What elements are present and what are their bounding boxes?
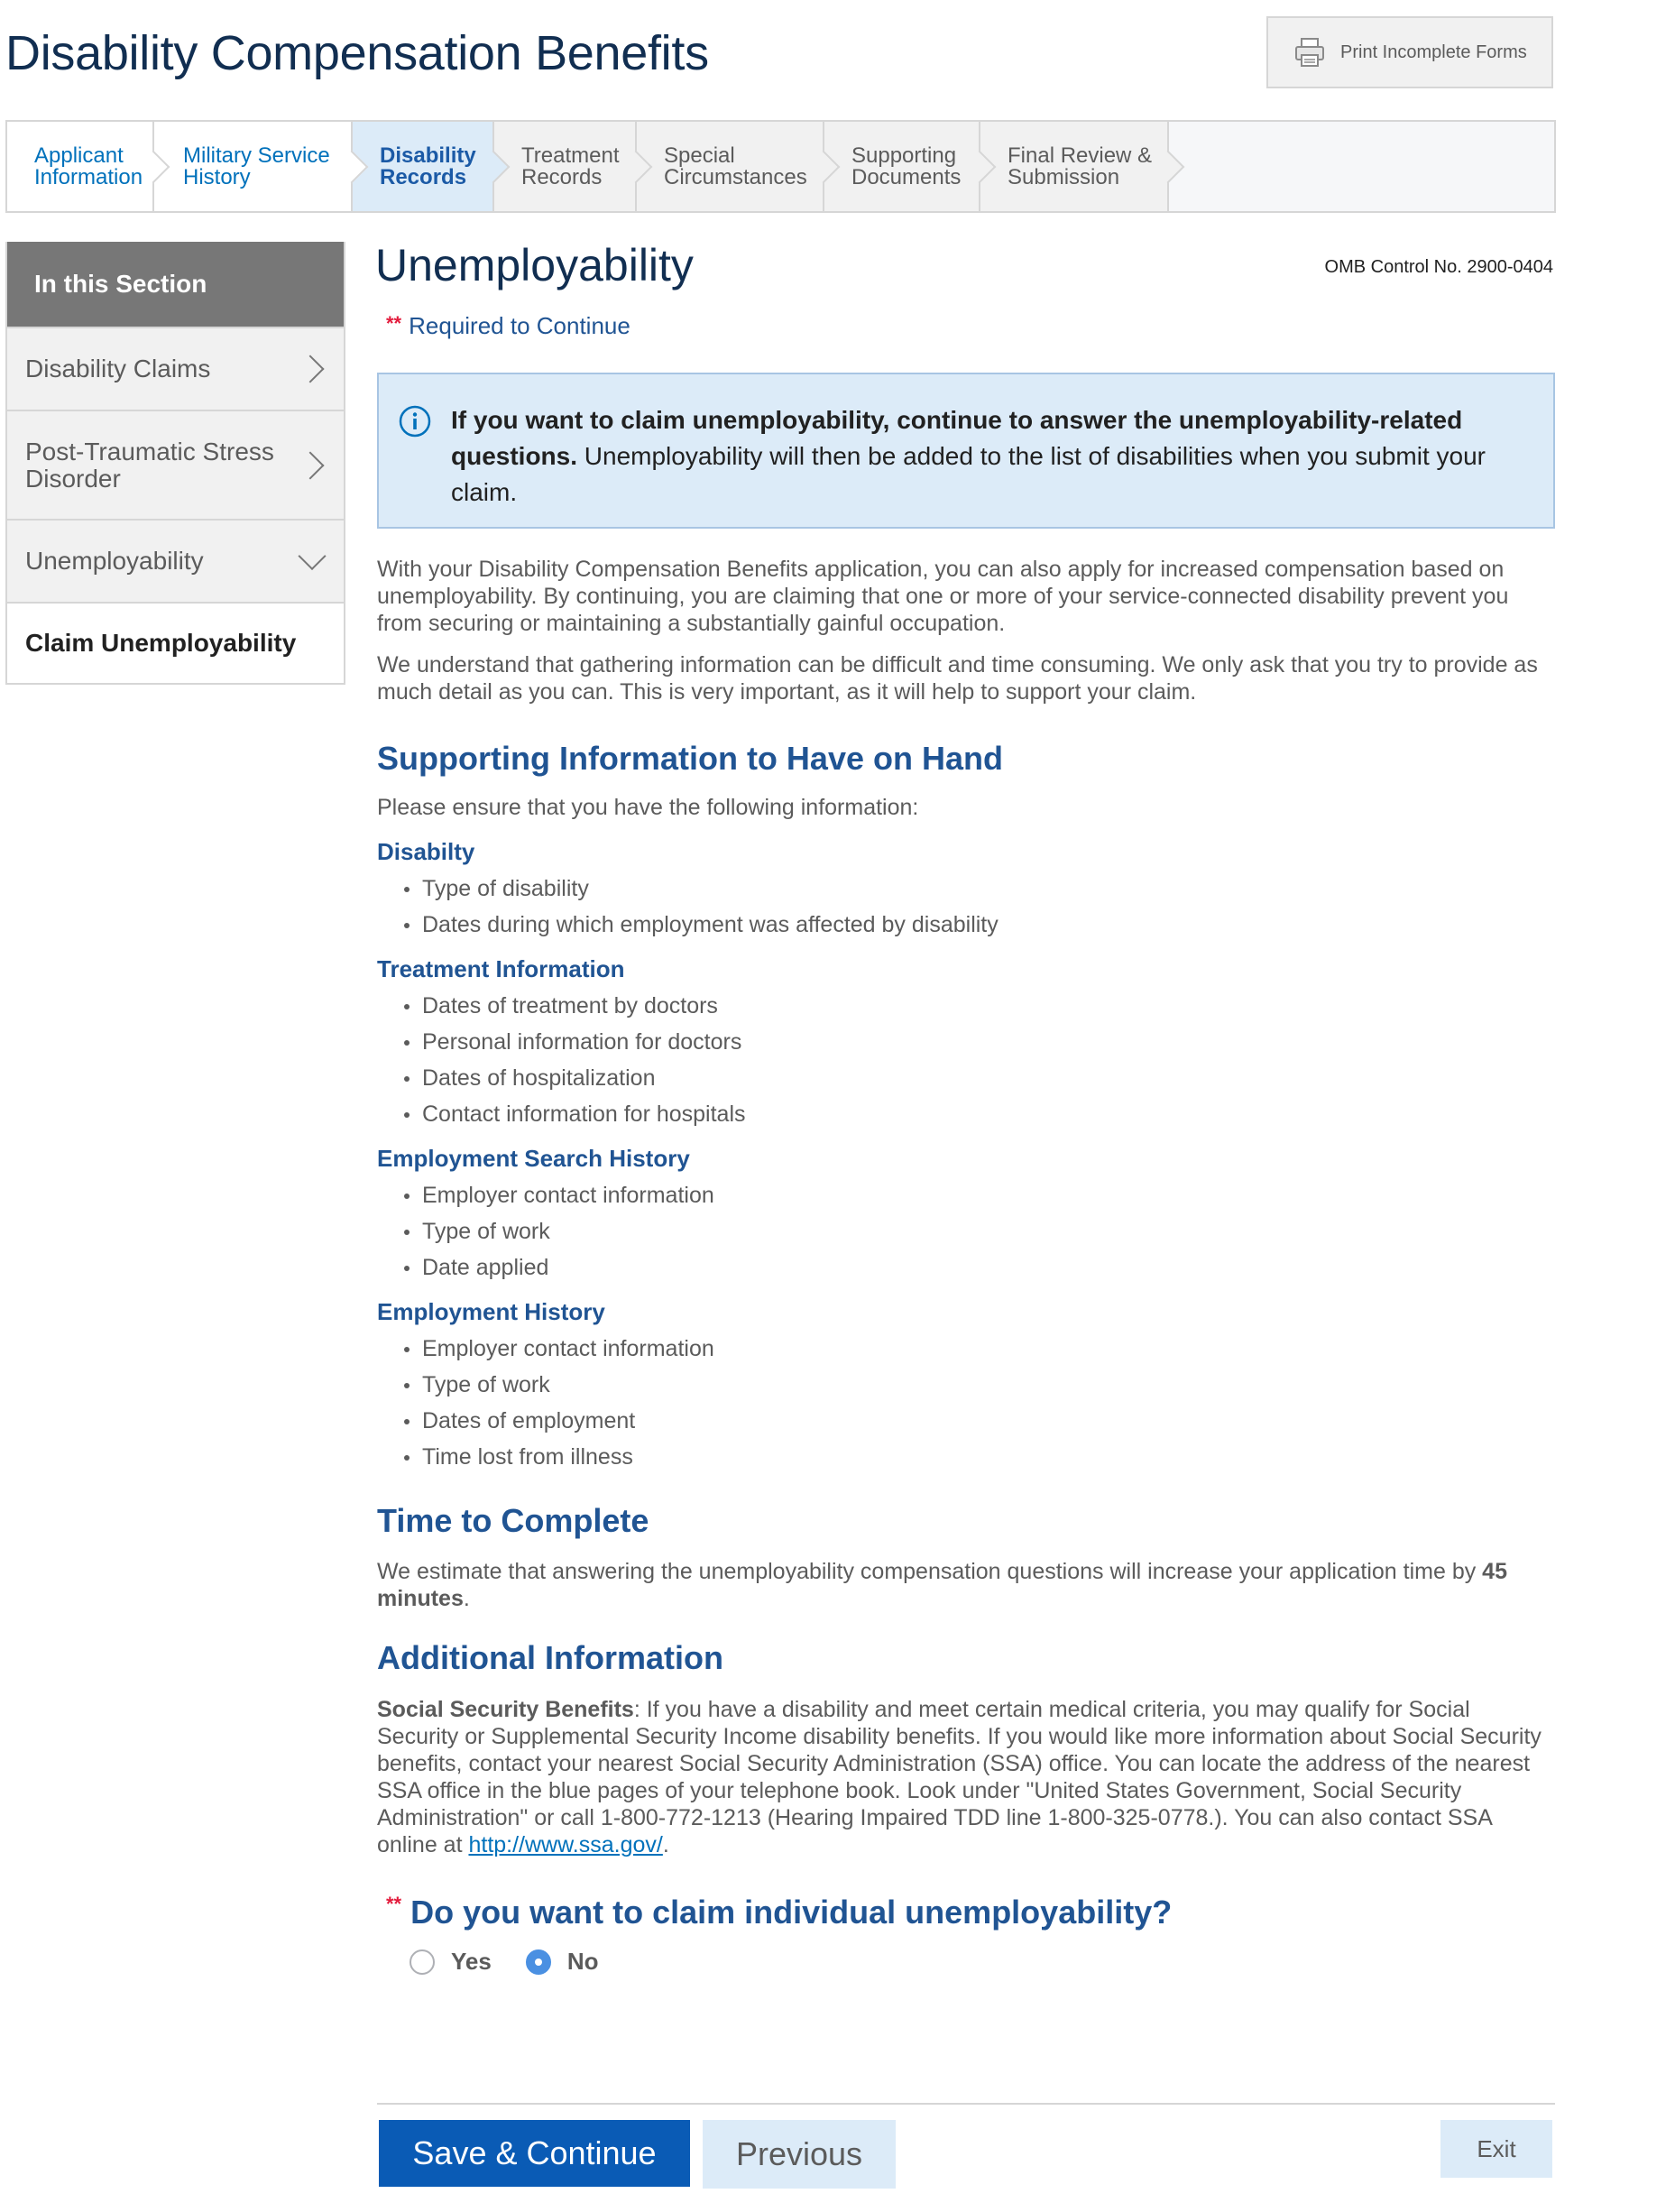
list-employment-search [377, 1177, 1555, 1286]
group-title-employment-search: Employment Search History [377, 1145, 690, 1172]
step-final-review-submission[interactable]: Final Review & Submission [980, 122, 1169, 211]
list-item: Employer contact information [377, 1331, 1555, 1367]
required-marker: ** [386, 312, 402, 335]
intro-paragraph-1: With your Disability Compensation Benefits application, you can also apply for increased compensation based on unemployability. By continuing, you are claiming that one or more of your service-connected disability prevent you from securing or maintaining a substantially gainful occupation. [377, 557, 1509, 636]
exit-button[interactable]: Exit [1440, 2120, 1552, 2178]
info-icon [399, 405, 431, 438]
list-item: Dates of treatment by doctors [377, 988, 1555, 1024]
app-title: Disability Compensation Benefits [5, 26, 709, 80]
list-employment-history [377, 1331, 1555, 1475]
save-continue-button[interactable]: Save & Continue [379, 2120, 690, 2187]
step-disability-records[interactable]: Disability Records [353, 122, 494, 211]
unemployability-radio-group [410, 1948, 1555, 1976]
footer-divider [377, 2103, 1555, 2105]
step-special-circumstances[interactable]: Special Circumstances [637, 122, 824, 211]
alert-bold-text: If you want to claim unemployability, continue to answer the unemployability-related questions. [451, 406, 1463, 470]
sidebar-item-disability-claims[interactable]: Disability Claims [7, 327, 344, 410]
step-supporting-documents[interactable]: Supporting Documents [824, 122, 980, 211]
main-content [377, 239, 1555, 1976]
sidebar-item-claim-unemployability[interactable]: Claim Unemployability [7, 602, 344, 683]
steps-filler [1169, 122, 1554, 211]
supporting-info-lead: Please ensure that you have the following information: [377, 795, 919, 820]
intro-paragraph-2: We understand that gathering information can be difficult and time consuming. We only ask that you try to provide as much detail as you can. This is very important, as it will help to support your claim. [377, 652, 1538, 705]
list-item: Employer contact information [377, 1177, 1555, 1213]
additional-info-paragraph: Social Security Benefits: If you have a disability and meet certain medical criteria, you may qualify for Social Security or Supplemental Security Income disability benefits. If you would like more information about Social Security benefits, contact your nearest Social Security Administration (SSA) office. You can locate the address of the nearest SSA office in the blue pages of your telephone book. Look under "United States Government, Social Security Administration" or call 1-800-772-1213 (Hearing Impaired TDD line 1-800-325-0778.). You can also contact SSA online at http://www.ssa.gov/. [377, 1697, 1542, 1857]
radio-circle[interactable] [410, 1949, 435, 1975]
previous-button[interactable]: Previous [703, 2120, 896, 2189]
sidebar-item-unemployability[interactable]: Unemployability [7, 519, 344, 602]
print-incomplete-forms-button[interactable] [1266, 16, 1553, 88]
step-navigation [5, 120, 1556, 213]
list-item: Time lost from illness [377, 1439, 1555, 1475]
list-item: Type of work [377, 1213, 1555, 1249]
step-applicant-information[interactable]: Applicant Information [7, 122, 154, 211]
printer-icon [1293, 36, 1326, 69]
required-note: ** Required to Continue [386, 312, 630, 339]
list-item: Type of disability [377, 871, 1555, 907]
print-label: Print Incomplete Forms [1340, 41, 1527, 62]
chevron-down-icon [298, 542, 326, 570]
supporting-info-heading: Supporting Information to Have on Hand [377, 740, 1003, 777]
step-treatment-records[interactable]: Treatment Records [494, 122, 637, 211]
list-item: Contact information for hospitals [377, 1096, 1555, 1132]
page-title: Unemployability [375, 240, 694, 290]
list-item: Dates during which employment was affected by disability [377, 907, 1555, 943]
alert-text: Unemployability will then be added to the list of disabilities when you submit your claim. [451, 442, 1486, 506]
group-title-disability: Disabilty [377, 838, 475, 865]
group-title-employment-history: Employment History [377, 1298, 605, 1325]
chevron-right-icon [296, 355, 324, 382]
chevron-right-icon [296, 451, 324, 479]
omb-control-number: OMB Control No. 2900-0404 [1324, 257, 1553, 277]
info-alert [377, 373, 1555, 529]
radio-yes[interactable]: Yes [410, 1948, 492, 1976]
list-item: Dates of hospitalization [377, 1060, 1555, 1096]
step-military-service-history[interactable]: Military Service History [154, 122, 353, 211]
time-paragraph: We estimate that answering the unemployability compensation questions will increase your application time by 45 minutes. [377, 1559, 1507, 1611]
time-heading: Time to Complete [377, 1502, 649, 1539]
list-item: Personal information for doctors [377, 1024, 1555, 1060]
list-disability [377, 871, 1555, 943]
list-item: Type of work [377, 1367, 1555, 1403]
required-marker: ** [386, 1893, 402, 1915]
radio-no[interactable]: No [526, 1948, 599, 1976]
ssa-link[interactable]: http://www.ssa.gov/ [468, 1832, 663, 1857]
list-treatment [377, 988, 1555, 1132]
sidebar-item-ptsd[interactable]: Post-Traumatic Stress Disorder [7, 410, 344, 519]
group-title-treatment: Treatment Information [377, 955, 625, 982]
unemployability-question: ** Do you want to claim individual unemployability? [386, 1893, 1173, 1931]
sidebar-heading: In this Section [7, 242, 344, 327]
list-item: Dates of employment [377, 1403, 1555, 1439]
additional-info-heading: Additional Information [377, 1639, 723, 1676]
section-sidebar [5, 242, 345, 685]
list-item: Date applied [377, 1249, 1555, 1286]
radio-circle-selected[interactable] [526, 1949, 551, 1975]
